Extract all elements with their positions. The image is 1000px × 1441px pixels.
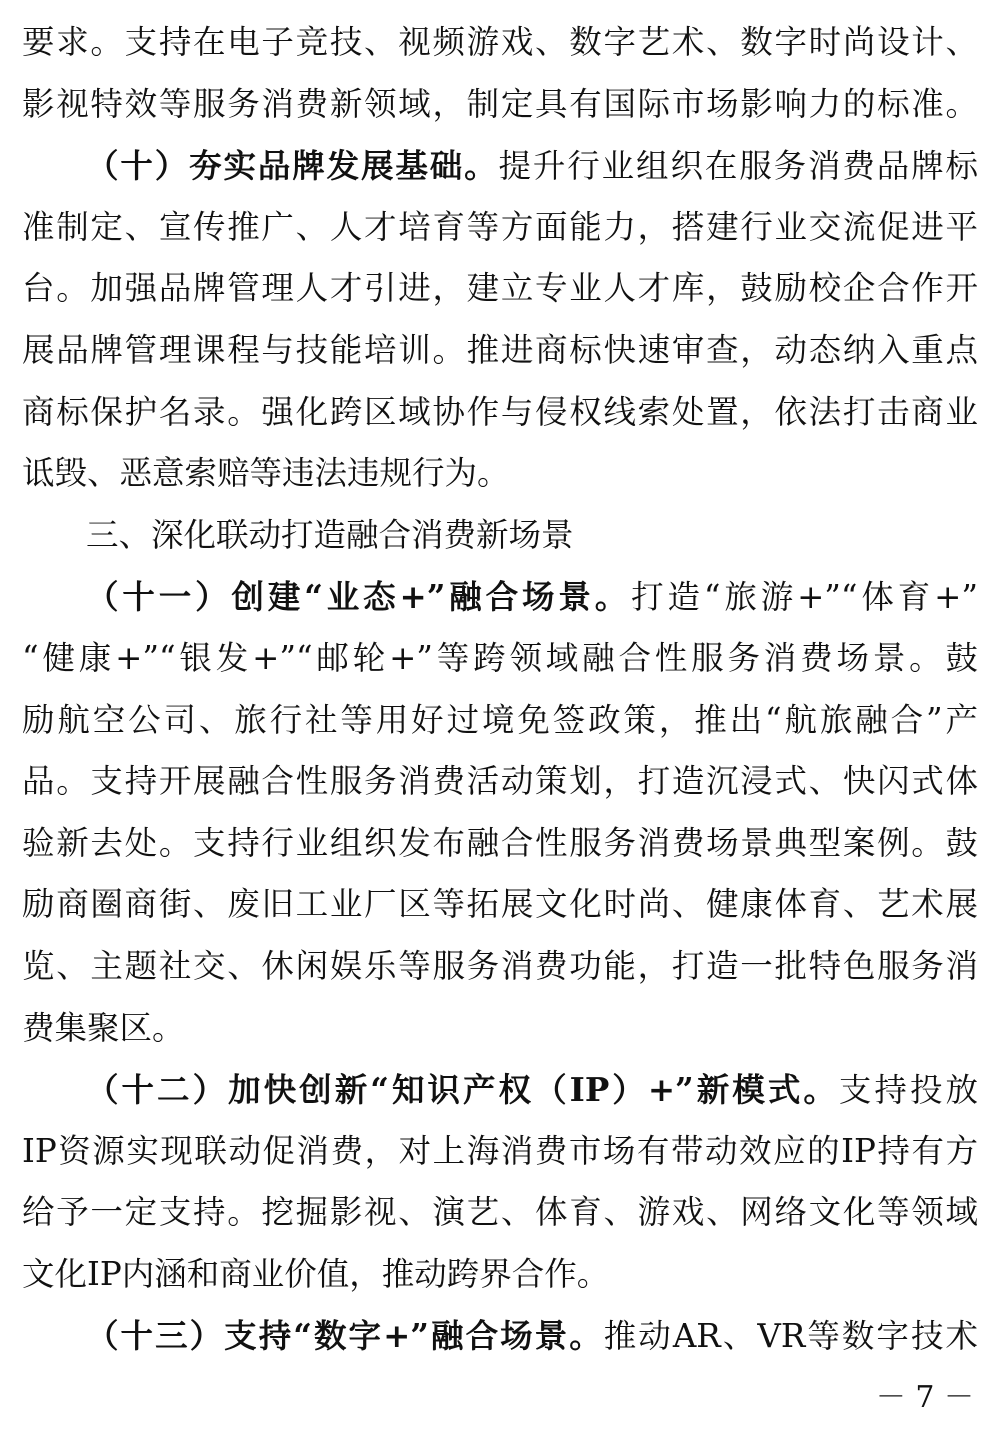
body-text: 展品牌管理课程与技能培训。推进商标快速审查，动态纳入重点 <box>22 330 978 369</box>
body-text: 推动AR、VR等数字技术 <box>603 1317 979 1356</box>
bold-heading-text: （十）夯实品牌发展基础。 <box>86 146 499 186</box>
text-line <box>22 74 978 136</box>
text-line <box>22 443 978 505</box>
body-text: 诋毁、恶意索赔等违法违规行为。 <box>22 454 510 493</box>
text-line <box>22 135 978 197</box>
text-line <box>22 197 978 259</box>
body-text: “健康+”“银发+”“邮轮+”等跨领域融合性服务消费场景。鼓 <box>22 638 978 677</box>
body-text: 品。支持开展融合性服务消费活动策划，打造沉浸式、快闪式体 <box>22 762 978 801</box>
body-text: 商标保护名录。强化跨区域协作与侵权线索处置，依法打击商业 <box>22 392 978 431</box>
body-text: 验新去处。支持行业组织发布融合性服务消费场景典型案例。鼓 <box>22 823 978 862</box>
text-line <box>22 1305 978 1367</box>
text-line <box>22 813 978 875</box>
text-line <box>22 1059 978 1121</box>
text-line <box>22 1244 978 1306</box>
body-text: 三、深化联动打造融合消费新场景 <box>86 515 574 554</box>
text-line <box>22 751 978 813</box>
text-line <box>22 505 978 567</box>
body-text: 费集聚区。 <box>22 1008 185 1047</box>
body-text: 励商圈商街、废旧工业厂区等拓展文化时尚、健康体育、艺术展 <box>22 885 978 924</box>
page-number: － 7 － <box>875 1380 974 1415</box>
body-text: 文化IP内涵和商业价值，推动跨界合作。 <box>22 1254 610 1293</box>
text-line <box>22 628 978 690</box>
body-text: 支持投放 <box>838 1071 978 1110</box>
body-text: 要求。支持在电子竞技、视频游戏、数字艺术、数字时尚设计、 <box>22 23 978 61</box>
bold-heading-text: （十三）支持“数字+”融合场景。 <box>86 1316 604 1356</box>
bold-heading-text: （十一）创建“业态+”融合场景。 <box>86 577 632 617</box>
text-line <box>22 936 978 998</box>
body-text: 提升行业组织在服务消费品牌标 <box>498 147 978 186</box>
text-line <box>22 12 978 74</box>
body-text: 打造“旅游+”“体育+” <box>631 578 978 617</box>
body-text: 影视特效等服务消费新领域，制定具有国际市场影响力的标准。 <box>22 84 978 123</box>
text-line <box>22 874 978 936</box>
document-body <box>22 12 978 1367</box>
text-line <box>22 382 978 444</box>
body-text: 台。加强品牌管理人才引进，建立专业人才库，鼓励校企合作开 <box>22 269 978 308</box>
body-text: 准制定、宣传推广、人才培育等方面能力，搭建行业交流促进平 <box>22 207 978 246</box>
text-line <box>22 998 978 1060</box>
text-line <box>22 1121 978 1183</box>
body-text: 励航空公司、旅行社等用好过境免签政策，推出“航旅融合”产 <box>22 700 978 739</box>
text-line <box>22 320 978 382</box>
body-text: 览、主题社交、休闲娱乐等服务消费功能，打造一批特色服务消 <box>22 946 978 985</box>
text-line <box>22 566 978 628</box>
text-line <box>22 1182 978 1244</box>
text-line <box>22 690 978 752</box>
bold-heading-text: （十二）加快创新“知识产权（IP）+”新模式。 <box>86 1070 839 1110</box>
body-text: IP资源实现联动促消费，对上海消费市场有带动效应的IP持有方 <box>22 1131 978 1170</box>
text-line <box>22 258 978 320</box>
body-text: 给予一定支持。挖掘影视、演艺、体育、游戏、网络文化等领域 <box>22 1193 978 1232</box>
